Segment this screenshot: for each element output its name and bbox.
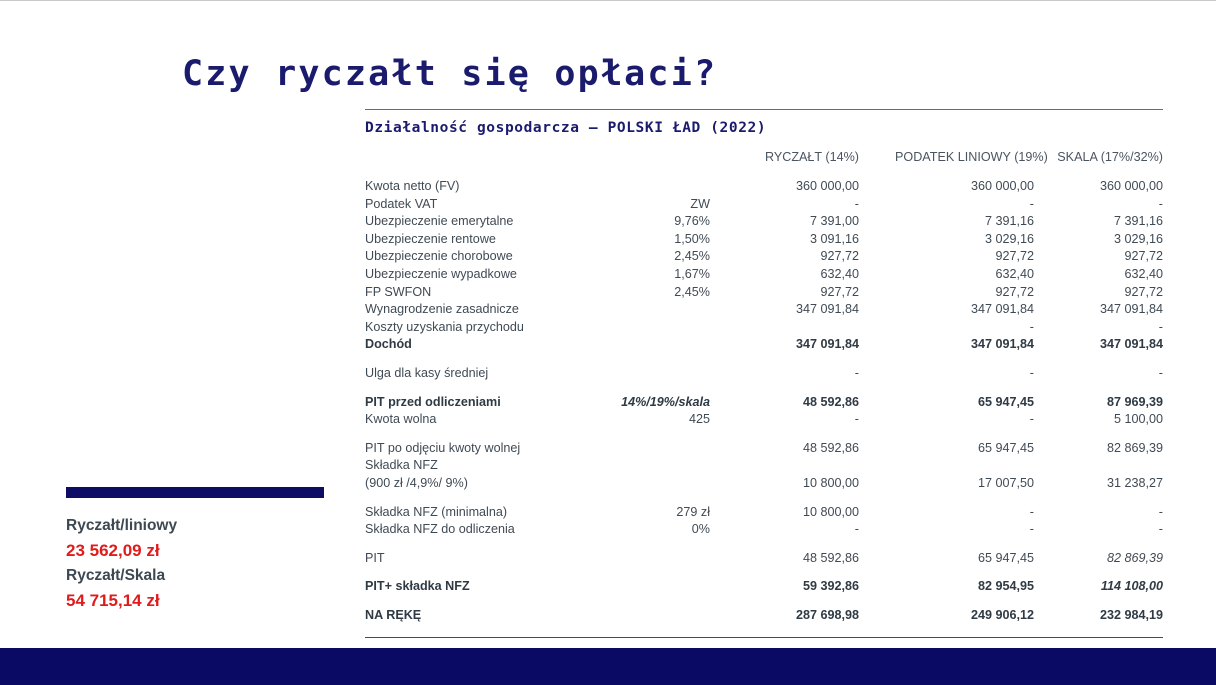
row-label: Dochód: [365, 337, 412, 352]
row-value-ryczalt: 347 091,84: [795, 337, 859, 352]
row-label: PIT przed odliczeniami: [365, 394, 501, 409]
row-rate: 9,76%: [674, 214, 710, 229]
row-label: Składka NFZ do odliczenia: [365, 522, 515, 537]
row-value-skala: 927,72: [1124, 249, 1163, 264]
row-value-ryczalt: -: [854, 365, 859, 380]
row-label: Podatek VAT: [365, 196, 438, 211]
row-value-skala: 347 091,84: [1099, 302, 1163, 317]
row-value-liniowy: 347 091,84: [970, 337, 1034, 352]
row-value-ryczalt: 347 091,84: [795, 302, 859, 317]
table-row: [365, 366, 1163, 384]
table-row: [365, 412, 1163, 430]
row-value-liniowy: 17 007,50: [977, 475, 1034, 490]
row-label: Ubezpieczenie chorobowe: [365, 249, 513, 264]
table-row: [365, 197, 1163, 215]
row-label: Ubezpieczenie rentowe: [365, 231, 496, 246]
row-label: Wynagrodzenie zasadnicze: [365, 302, 519, 317]
row-value-ryczalt: -: [854, 522, 859, 537]
row-rate: 14%/19%/skala: [621, 394, 710, 409]
summary-value-ryczalt-skala: 54 715,14 zł: [66, 591, 160, 610]
row-value-liniowy: -: [1029, 504, 1034, 519]
row-value-liniowy: 927,72: [995, 249, 1034, 264]
row-value-skala: 87 969,39: [1106, 394, 1163, 409]
row-value-ryczalt: 59 392,86: [802, 579, 859, 594]
row-value-skala: 114 108,00: [1100, 579, 1163, 594]
table-row: [365, 458, 1163, 476]
row-value-liniowy: 927,72: [995, 284, 1034, 299]
row-value-ryczalt: 48 592,86: [802, 550, 859, 565]
row-rate: 2,45%: [674, 249, 710, 264]
row-label: Ulga dla kasy średniej: [365, 365, 489, 380]
row-label: PIT po odjęciu kwoty wolnej: [365, 440, 521, 455]
row-value-skala: 7 391,16: [1113, 214, 1163, 229]
row-value-skala: 927,72: [1124, 284, 1163, 299]
table-row: [365, 302, 1163, 320]
row-value-liniowy: 7 391,16: [984, 214, 1034, 229]
table-header-row: [365, 150, 1163, 172]
table-bottom-divider: [365, 637, 1163, 638]
summary-label-ryczalt-liniowy: Ryczałt/liniowy: [66, 517, 178, 534]
row-value-liniowy: -: [1029, 365, 1034, 380]
row-value-skala: 31 238,27: [1106, 475, 1163, 490]
row-value-skala: 5 100,00: [1113, 412, 1163, 427]
row-value-ryczalt: -: [854, 412, 859, 427]
column-header-ryczalt: RYCZAŁT (14%): [764, 150, 859, 164]
row-label: Koszty uzyskania przychodu: [365, 319, 524, 334]
row-value-ryczalt: 632,40: [820, 266, 859, 281]
row-value-liniowy: 65 947,45: [977, 394, 1034, 409]
row-value-ryczalt: 927,72: [820, 284, 859, 299]
table-row: [365, 285, 1163, 303]
row-value-ryczalt: 10 800,00: [802, 504, 859, 519]
row-value-liniowy: 65 947,45: [977, 550, 1034, 565]
table-row: [365, 505, 1163, 523]
row-rate: 425: [688, 412, 710, 427]
row-value-skala: 632,40: [1124, 266, 1163, 281]
row-value-liniowy: 3 029,16: [984, 231, 1034, 246]
table-row-pit-skladka-nfz: [365, 579, 1163, 597]
table-row-na-reke: [365, 608, 1163, 626]
table-row: [365, 249, 1163, 267]
table-row: [365, 441, 1163, 459]
row-value-skala: 82 869,39: [1106, 440, 1163, 455]
row-value-liniowy: 65 947,45: [977, 440, 1034, 455]
row-label: PIT+ składka NFZ: [365, 579, 470, 594]
row-rate: ZW: [690, 196, 710, 211]
row-label: Kwota netto (FV): [365, 179, 460, 193]
row-value-liniowy: 347 091,84: [970, 302, 1034, 317]
table-row: [365, 267, 1163, 285]
row-label: Ubezpieczenie emerytalne: [365, 214, 514, 229]
row-value-liniowy: 249 906,12: [970, 607, 1034, 622]
table-row: [365, 214, 1163, 232]
row-value-liniowy: -: [1029, 196, 1034, 211]
table-row-pit-przed-odliczeniami: [365, 395, 1163, 413]
row-value-ryczalt: 7 391,00: [809, 214, 859, 229]
summary-block: [66, 487, 336, 614]
row-label: FP SWFON: [365, 284, 432, 299]
table-row-pit: [365, 551, 1163, 569]
row-rate: 0%: [691, 522, 710, 537]
row-value-skala: 360 000,00: [1099, 179, 1163, 193]
column-header-podatek-liniowy: PODATEK LINIOWY (19%): [895, 150, 1048, 164]
row-label: Składka NFZ (minimalna): [365, 504, 508, 519]
summary-label-ryczalt-skala: Ryczałt/Skala: [66, 567, 166, 584]
row-label: Składka NFZ: [365, 458, 438, 473]
table-row: [365, 522, 1163, 540]
page-title: Czy ryczałt się opłaci?: [182, 54, 718, 94]
row-label: (900 zł /4,9%/ 9%): [365, 475, 468, 490]
row-value-skala: 3 029,16: [1113, 231, 1163, 246]
tax-comparison-table: [365, 150, 1163, 625]
row-value-skala: -: [1158, 504, 1163, 519]
row-value-liniowy: -: [1029, 412, 1034, 427]
row-value-skala: -: [1158, 196, 1163, 211]
row-value-skala: 232 984,19: [1099, 607, 1163, 622]
top-divider: [0, 0, 1216, 1]
row-rate: 2,45%: [674, 284, 710, 299]
row-value-skala: -: [1158, 522, 1163, 537]
summary-value-ryczalt-liniowy: 23 562,09 zł: [66, 541, 160, 560]
row-value-ryczalt: 3 091,16: [809, 231, 859, 246]
table-row: [365, 232, 1163, 250]
row-rate: 1,67%: [674, 266, 710, 281]
footer-band: [0, 648, 1216, 685]
header-divider: [365, 109, 1163, 110]
table-row: [365, 179, 1163, 197]
row-label: Kwota wolna: [365, 412, 437, 427]
column-header-skala: SKALA (17%/32%): [1057, 150, 1163, 164]
row-value-liniowy: -: [1029, 319, 1034, 334]
row-value-ryczalt: 927,72: [820, 249, 859, 264]
page-subtitle: Działalność gospodarcza – POLSKI ŁAD (2022): [365, 120, 767, 136]
row-value-liniowy: 82 954,95: [977, 579, 1034, 594]
row-value-liniowy: 360 000,00: [970, 179, 1034, 193]
row-label: Ubezpieczenie wypadkowe: [365, 266, 517, 281]
row-label: PIT: [365, 550, 385, 565]
summary-accent-bar: [66, 487, 324, 498]
row-value-liniowy: 632,40: [995, 266, 1034, 281]
row-value-skala: -: [1158, 365, 1163, 380]
row-value-ryczalt: 48 592,86: [802, 394, 859, 409]
table-row: [365, 476, 1163, 494]
row-value-skala: 347 091,84: [1099, 337, 1163, 352]
row-rate: 279 zł: [676, 504, 710, 519]
table-row: [365, 320, 1163, 338]
row-label: NA RĘKĘ: [365, 607, 422, 622]
row-value-skala: 82 869,39: [1106, 550, 1163, 565]
row-value-ryczalt: 48 592,86: [802, 440, 859, 455]
row-value-ryczalt: 287 698,98: [795, 607, 859, 622]
row-value-ryczalt: -: [854, 196, 859, 211]
row-value-ryczalt: 10 800,00: [802, 475, 859, 490]
row-value-ryczalt: 360 000,00: [795, 179, 859, 193]
row-value-liniowy: -: [1029, 522, 1034, 537]
table-row-dochod: [365, 337, 1163, 355]
row-rate: 1,50%: [674, 231, 710, 246]
row-value-skala: -: [1158, 319, 1163, 334]
